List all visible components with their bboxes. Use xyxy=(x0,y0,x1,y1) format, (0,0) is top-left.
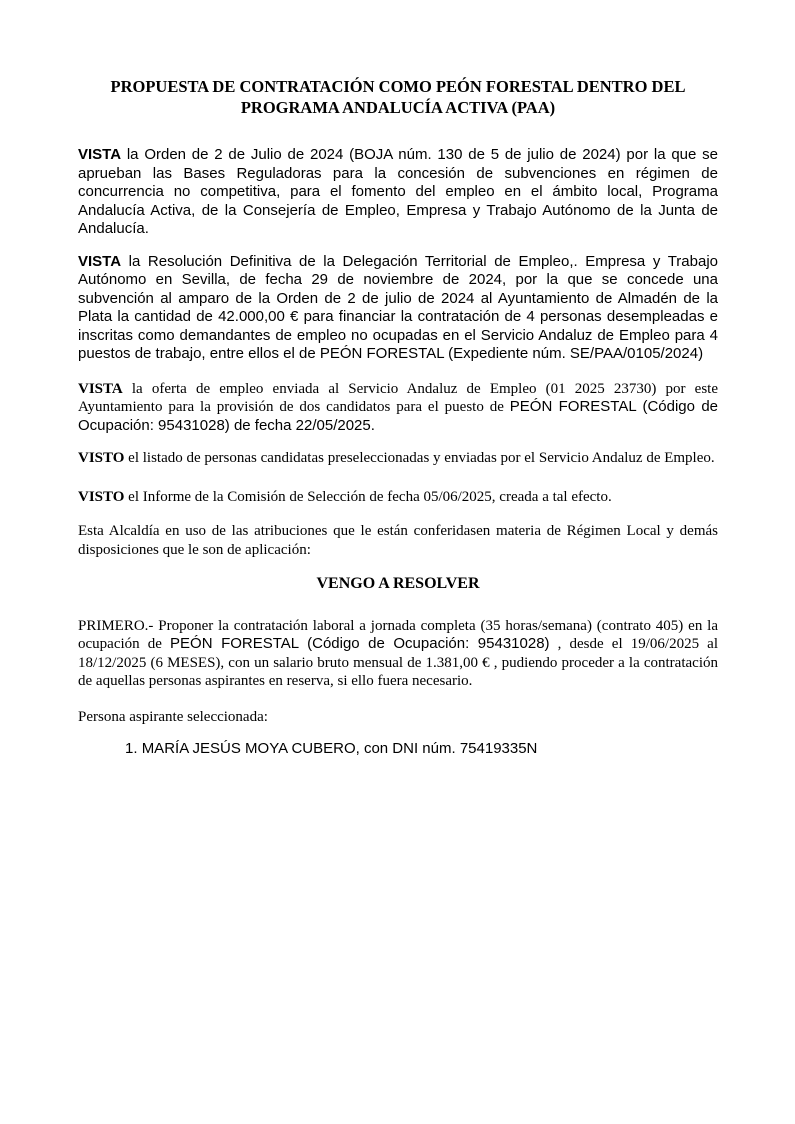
document-title xyxy=(78,76,718,118)
paragraph-alcaldia xyxy=(78,522,718,559)
paragraph-text: Esta Alcaldía en uso de las atribuciones que le están conferidasen materia de Régimen Local y demás disposiciones que le son de aplicación: xyxy=(78,523,718,558)
title-line-2: PROGRAMA ANDALUCÍA ACTIVA (PAA) xyxy=(240,98,556,117)
lead-word-visto: VISTO xyxy=(78,450,125,466)
paragraph-text: la Orden de 2 de Julio de 2024 (BOJA núm. 130 de 5 de julio de 2024) por la que se aprueban las Bases Reguladoras para la concesión de subvenciones en régimen de concurrencia no competitiva, para el fomento del empleo en el ámbito local, Programa Andalucía Activa, de la Consejería de Empleo, Empresa y Trabajo Autónomo de la Junta de Andalucía. xyxy=(78,146,718,237)
candidate-name: MARÍA JESÚS MOYA CUBERO, con DNI núm. 75419335N xyxy=(141,740,538,757)
paragraph-primero xyxy=(78,617,718,691)
paragraph-text-serif: PRIMERO.- Proponer la contratación laboral a jornada completa (35 horas/semana) (contrato 405) en la ocupación de xyxy=(78,617,718,652)
paragraph-vista-oferta xyxy=(78,380,718,436)
resolve-heading: VENGO A RESOLVER xyxy=(316,575,480,592)
paragraph-visto-listado xyxy=(78,449,718,468)
lead-word-vista: VISTA xyxy=(78,252,122,270)
paragraph-text: el Informe de la Comisión de Selección de fecha 05/06/2025, creada a tal efecto. xyxy=(124,488,612,505)
paragraph-text-sans: PEÓN FORESTAL (Código de Ocupación: 95431028) de fecha 22/05/2025. xyxy=(78,398,718,434)
persona-label: Persona aspirante seleccionada: xyxy=(78,708,268,725)
lead-word-visto: VISTO xyxy=(78,488,125,505)
title-line-1: PROPUESTA DE CONTRATACIÓN COMO PEÓN FORESTAL DENTRO DEL xyxy=(110,77,686,96)
paragraph-text-serif: la oferta de empleo enviada al Servicio Andaluz de Empleo (01 2025 23730) por este Ayuntamiento para la provisión de dos candidatos para el puesto de xyxy=(78,380,718,415)
paragraph-vista-orden xyxy=(78,146,718,239)
paragraph-text-serif: , desde el 19/06/2025 al 18/12/2025 (6 MESES), con un salario bruto mensual de 1.381,00 € , pudiendo proceder a la contratación de aquellas personas aspirantes en reserva, si ello fuera necesario. xyxy=(78,636,719,689)
lead-word-vista: VISTA xyxy=(78,146,122,163)
paragraph-vista-resolucion xyxy=(78,253,718,364)
selected-candidate-item xyxy=(78,740,718,759)
paragraph-text: el listado de personas candidatas preseleccionadas y enviadas por el Servicio Andaluz de Empleo. xyxy=(124,450,715,466)
paragraph-text-sans: PEÓN FORESTAL (Código de Ocupación: 95431028) xyxy=(170,635,550,652)
lead-word-vista: VISTA xyxy=(78,380,123,397)
candidate-number: 1. xyxy=(125,740,138,757)
paragraph-visto-informe xyxy=(78,488,718,507)
paragraph-text: la Resolución Definitiva de la Delegación Territorial de Empleo,. Empresa y Trabajo Autónomo en Sevilla, de fecha 29 de noviembre de 2024, por la que se concede una subvención al amparo de la Orden de 2 de julio de 2024 al Ayuntamiento de Almadén de la Plata la cantidad de 42.000,00 € para financiar la contratación de 4 personas desempleadas e inscritas como demandantes de empleo no ocupadas en el Servicio Andaluz de Empleo para 4 puestos de trabajo, entre ellos el de PEÓN FORESTAL (Expediente núm. SE/PAA/0105/2024) xyxy=(78,252,718,362)
